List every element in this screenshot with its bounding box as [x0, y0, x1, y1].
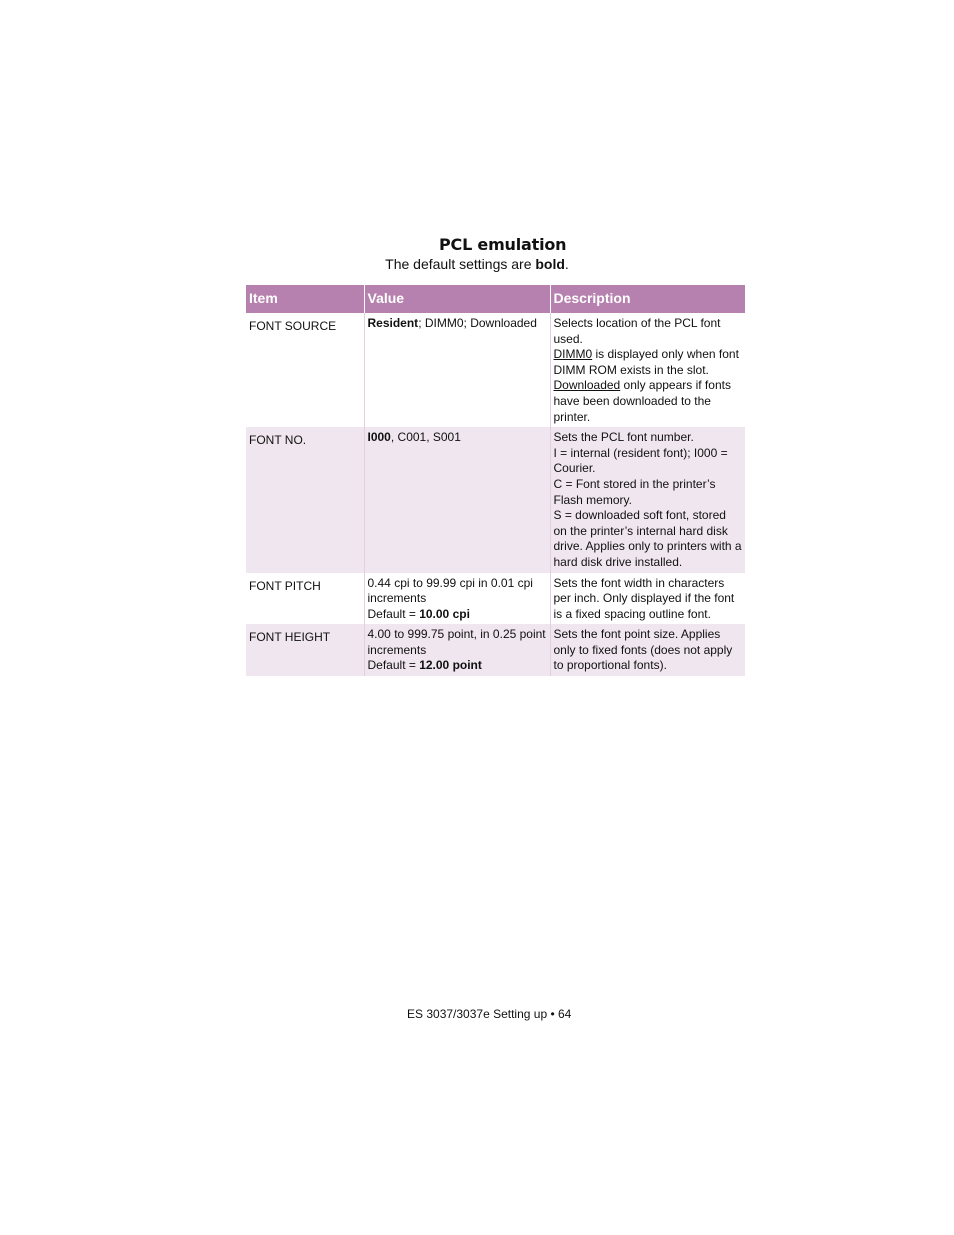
header-value: Value [364, 285, 550, 313]
description-line: S = downloaded soft font, stored on the printer’s internal hard disk drive. Applies only to printers with a hard disk drive installed. [553, 508, 742, 569]
description-text: only appears if fonts have been downloaded to the printer. [553, 378, 731, 424]
value-default-line [368, 607, 547, 623]
cell-item: FONT SOURCE [246, 313, 364, 427]
description-line: Sets the font width in characters per inch. Only displayed if the font is a fixed spacing outline font. [553, 575, 735, 621]
header-description: Description [550, 285, 745, 313]
defaults-note-bold: bold [535, 256, 565, 272]
table-row-font-no [246, 427, 745, 572]
pcl-settings-table [246, 285, 745, 676]
value-default: Resident [367, 316, 419, 330]
value-options: ; DIMM0; Downloaded [418, 316, 537, 330]
description-term: DIMM0 [553, 347, 593, 362]
description-line: I = internal (resident font); I000 = Courier. [553, 445, 728, 476]
default-value: 10.00 cpi [419, 606, 470, 621]
cell-value [364, 573, 550, 625]
value-default: I000 [367, 430, 391, 445]
defaults-note-prefix: The default settings are [385, 256, 536, 272]
table-row-font-source [246, 313, 745, 427]
description-line [554, 378, 743, 425]
cell-item: FONT NO. [246, 427, 364, 572]
value-range: 4.00 to 999.75 point, in 0.25 point increments [367, 627, 546, 657]
value-default-line [368, 658, 547, 674]
default-value: 12.00 point [419, 658, 482, 673]
description-line [554, 347, 743, 378]
description-line: Selects location of the PCL font used. [553, 316, 721, 346]
cell-item: FONT PITCH [246, 573, 364, 625]
cell-description [550, 573, 745, 625]
description-term: Downloaded [553, 378, 621, 393]
section-title: PCL emulation [439, 235, 567, 254]
defaults-note [0, 256, 954, 272]
table-header-row [246, 285, 745, 313]
cell-value [364, 624, 550, 676]
defaults-note-suffix: . [564, 256, 569, 272]
description-line: Sets the font point size. Applies only to fixed fonts (does not apply to proportional fonts). [553, 627, 733, 673]
cell-value [364, 313, 550, 427]
cell-description [550, 427, 745, 572]
table-row-font-height [246, 624, 745, 676]
cell-description [550, 313, 745, 427]
header-item: Item [246, 285, 364, 313]
description-text: is displayed only when font DIMM ROM exists in the slot. [553, 347, 739, 377]
cell-description [550, 624, 745, 676]
description-line: C = Font stored in the printer’s Flash memory. [553, 476, 716, 507]
page-footer: ES 3037/3037e Setting up • 64 [407, 1007, 572, 1021]
cell-value [364, 427, 550, 572]
value-options: , C001, S001 [390, 430, 461, 445]
value-range: 0.44 cpi to 99.99 cpi in 0.01 cpi increments [367, 575, 533, 606]
cell-item: FONT HEIGHT [246, 624, 364, 676]
default-label: Default = [367, 606, 420, 621]
table-row-font-pitch [246, 573, 745, 625]
default-label: Default = [367, 658, 420, 673]
description-line: Sets the PCL font number. [553, 430, 694, 445]
